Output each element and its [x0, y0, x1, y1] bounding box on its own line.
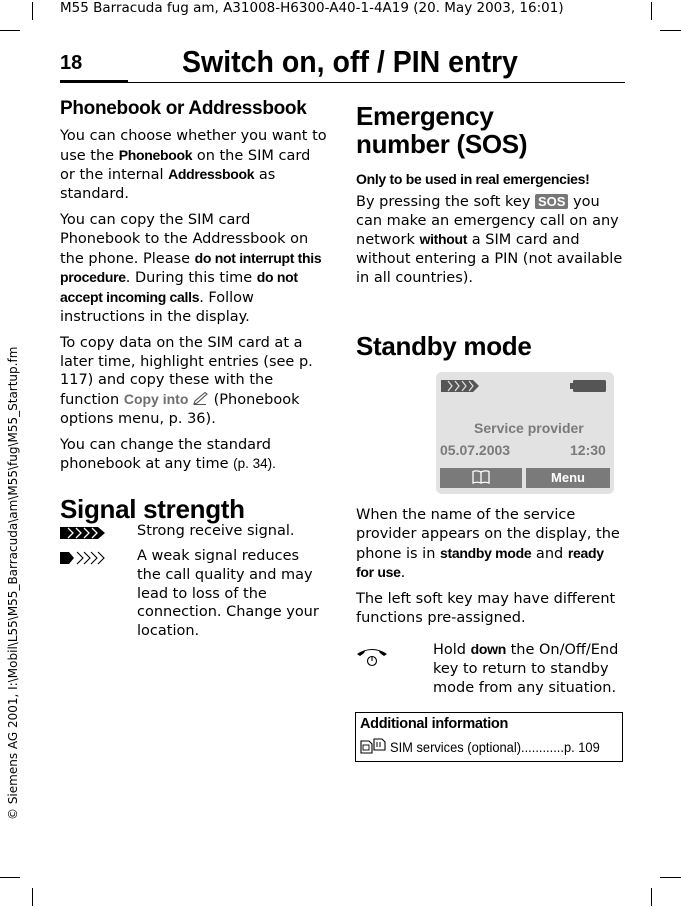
display-provider: Service provider	[474, 420, 584, 436]
text: You can change the standard phonebook at any time	[60, 436, 271, 472]
display-signal-icon	[441, 379, 481, 393]
additional-information-box	[355, 712, 623, 762]
end-key-icon	[355, 645, 389, 667]
phonebook-paragraph-3	[60, 334, 328, 429]
text: (Phonebook options menu, p. 36).	[60, 392, 300, 427]
text: a SIM card and without entering a PIN (not available in all countries).	[356, 232, 623, 286]
signal-weak-icon	[60, 551, 106, 565]
text: the On/Off/End key to return to standby mode from any situation.	[433, 642, 619, 696]
phonebook-term: Phonebook	[118, 146, 193, 163]
title-rule	[128, 82, 625, 83]
text: and	[531, 545, 568, 562]
emphasis: down	[470, 641, 506, 657]
standby-heading: Standby mode	[356, 330, 532, 361]
emphasis: do not interrupt this procedure	[60, 249, 322, 286]
text: When the name of the service provider appears on the display, the phone is in	[356, 507, 620, 562]
right-column	[356, 102, 624, 360]
emergency-heading: Emergency number (SOS)	[356, 101, 528, 159]
crop-mark	[660, 877, 681, 878]
side-copyright: © Siemens AG 2001, I:\Mobil\L55\M55_Barracuda\am\M55\fug\M55_Startup.fm	[6, 346, 20, 820]
sos-softkey-label: SOS	[535, 194, 568, 209]
title-rule-thick	[60, 80, 128, 83]
page-ref: (p. 34).	[233, 455, 276, 471]
emergency-subheading: Only to be used in real emergencies!	[356, 171, 590, 187]
text: Hold	[433, 642, 471, 658]
display-date: 05.07.2003	[440, 442, 511, 458]
left-column	[60, 100, 328, 523]
crop-mark	[660, 30, 681, 31]
emphasis: ready for use	[356, 544, 604, 581]
crop-mark	[0, 30, 20, 31]
emphasis: standby mode	[440, 544, 532, 561]
text: To copy data on the SIM card at a later time, highlight entries (see p. 117) and copy these with the function	[60, 334, 313, 409]
phonebook-paragraph-1	[60, 127, 328, 204]
page-number: 18	[60, 52, 83, 74]
page-reference: p. 109	[563, 739, 600, 755]
copy-edit-icon	[193, 392, 209, 405]
dot-leader: ............	[520, 739, 564, 755]
additional-title: Additional information	[360, 716, 509, 732]
crop-mark	[0, 877, 20, 878]
phonebook-paragraph-2	[60, 211, 328, 327]
emphasis: do not accept incoming calls	[60, 269, 298, 306]
crop-mark	[32, 2, 33, 20]
page-title: Switch on, off / PIN entry	[182, 44, 518, 79]
standby-paragraph-1	[356, 506, 624, 583]
signal-strong-icon	[60, 526, 106, 540]
phonebook-heading: Phonebook or Addressbook	[60, 98, 307, 119]
text: . During this time	[125, 270, 257, 287]
running-header: M55 Barracuda fug am, A31008-H6300-A40-1-4A19 (20. May 2003, 16:01)	[60, 0, 564, 16]
addressbook-term: Addressbook	[168, 166, 255, 183]
text: By pressing the soft key	[356, 193, 536, 210]
sim-card-icon	[360, 738, 386, 754]
text: . Follow instructions in the display.	[60, 290, 254, 325]
hold-end-key-text	[433, 640, 623, 697]
signal-heading: Signal strength	[60, 494, 245, 525]
signal-strong-text: Strong receive signal.	[137, 523, 295, 539]
display-left-softkey	[440, 468, 522, 488]
standby-text	[356, 506, 624, 635]
emphasis: without	[419, 231, 468, 248]
phonebook-book-icon	[472, 470, 490, 484]
sim-services-label: SIM services (optional)	[390, 739, 521, 755]
standby-paragraph-2: The left soft key may have different functions pre-assigned.	[356, 591, 616, 626]
display-menu-softkey: Menu	[526, 468, 610, 488]
display-battery-icon	[570, 379, 606, 393]
text: You can choose whether you want to use the	[60, 127, 327, 164]
text: .	[400, 565, 406, 582]
text: on the SIM card or the internal	[60, 147, 311, 184]
phonebook-paragraph-4	[60, 436, 328, 474]
crop-mark	[32, 888, 33, 906]
copy-into-function: Copy into	[123, 391, 189, 408]
crop-mark	[651, 2, 652, 20]
text: as standard.	[60, 167, 276, 203]
display-time: 12:30	[570, 442, 606, 458]
text: you can make an emergency call on any network	[356, 193, 619, 249]
text: You can copy the SIM card Phonebook to the Addressbook on the phone. Please	[60, 211, 309, 267]
additional-item	[390, 739, 600, 755]
signal-weak-text: A weak signal reduces the call quality and may lead to loss of the connection. Change your location.	[137, 548, 319, 640]
emergency-paragraph	[356, 193, 624, 288]
standby-display-illustration	[436, 372, 614, 494]
crop-mark	[651, 888, 652, 906]
